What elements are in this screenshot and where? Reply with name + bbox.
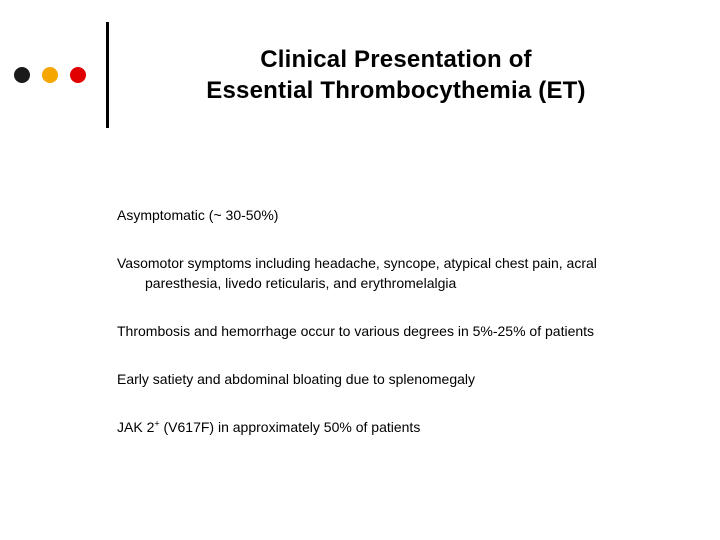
decorative-dot-black <box>14 67 30 83</box>
title-line-1: Clinical Presentation of <box>260 46 532 73</box>
bullet-early-satiety: Early satiety and abdominal bloating due to splenomegaly <box>117 371 476 387</box>
bullet-thrombosis-hemorrhage: Thrombosis and hemorrhage occur to various degrees in 5%-25% of patients <box>117 323 595 339</box>
jak2-rest-text: (V617F) in approximately 50% of patients <box>159 419 421 435</box>
slide-title <box>116 44 676 106</box>
jak2-prefix-text: JAK 2 <box>117 419 155 435</box>
bullet-asymptomatic: Asymptomatic (~ 30-50%) <box>117 207 279 223</box>
bullet-vasomotor-symptoms: Vasomotor symptoms including headache, syncope, atypical chest pain, acral paresthesia, livedo reticularis, and erythromelalgia <box>117 255 597 291</box>
bullet-jak2-mutation <box>117 417 627 437</box>
decorative-dot-orange <box>42 67 58 83</box>
slide-body <box>117 205 627 437</box>
title-line-2: Essential Thrombocythemia (ET) <box>206 77 586 104</box>
vertical-divider <box>106 22 109 128</box>
jak2-superscript: + <box>154 418 160 429</box>
decorative-dot-red <box>70 67 86 83</box>
